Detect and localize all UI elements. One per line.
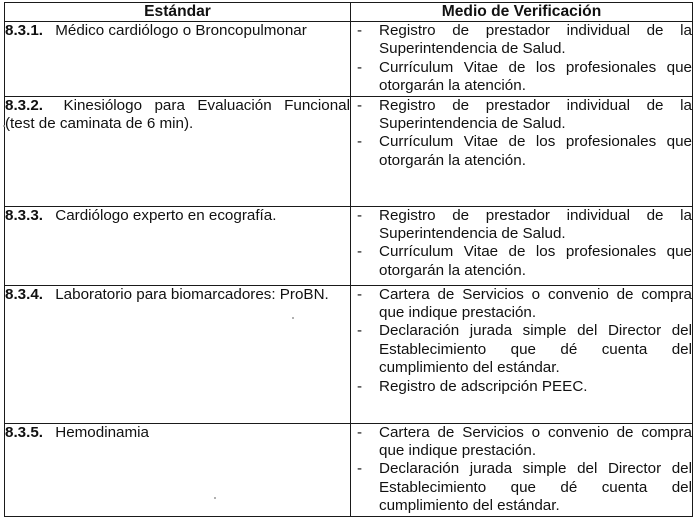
verification-cell [351,285,693,423]
list-item: - Currículum Vitae de los profesionales que otorgarán la atención. [357,243,692,279]
dash-bullet: - [357,423,363,441]
standard-cell [5,22,351,97]
standard-text: Laboratorio para biomarcadores: ProBN. [55,285,329,303]
list-item: - Registro de prestador individual de la Superintendencia de Salud. [357,22,692,58]
list-item: - Registro de prestador individual de la Superintendencia de Salud. [357,96,692,133]
dash-bullet: - [357,377,363,395]
dash-bullet: - [357,96,363,114]
scan-speck [292,317,294,319]
list-item: - Cartera de Servicios o convenio de compra que indique prestación. [357,285,692,322]
dash-bullet: - [357,206,363,224]
verification-list [351,424,692,516]
dash-bullet: - [357,460,363,478]
scan-speck [3,125,5,127]
dash-bullet: - [357,58,363,76]
dash-bullet: - [357,322,363,340]
list-item: - Cartera de Servicios o convenio de compra que indique prestación. [357,423,692,460]
standard-text: Hemodinamia [55,423,149,441]
standard-cell [5,285,351,423]
table-row [5,423,693,516]
verification-cell [351,206,693,285]
standard-text: Kinesiólogo para Evaluación Funcional (test de caminata de 6 min). [5,96,350,133]
verification-list [351,97,692,171]
header-row [5,3,693,22]
dash-bullet: - [357,133,363,151]
header-standard: Estándar [5,3,351,22]
verification-list [351,22,692,96]
verification-cell [351,423,693,516]
verification-cell [351,22,693,97]
standard-text: Médico cardiólogo o Broncopulmonar [55,22,307,39]
header-verification: Medio de Verificación [351,3,693,22]
standards-table [4,2,693,517]
standard-cell [5,206,351,285]
table-row [5,22,693,97]
standard-cell [5,96,351,206]
dash-bullet: - [357,285,363,303]
dash-bullet: - [357,243,363,261]
list-item: - Registro de prestador individual de la Superintendencia de Salud. [357,206,692,243]
standard-number: 8.3.4. [5,285,43,303]
standard-cell [5,423,351,516]
standard-number: 8.3.3. [5,206,43,224]
verification-list [351,286,692,396]
list-item: - Declaración jurada simple del Director del Establecimiento que dé cuenta del cumplimiento del estándar. [357,460,692,515]
list-item: - Currículum Vitae de los profesionales que otorgarán la atención. [357,133,692,169]
list-item: - Registro de adscripción PEEC. [357,377,588,395]
list-item: - Declaración jurada simple del Director del Establecimiento que dé cuenta del cumplimiento del estándar. [357,322,692,377]
verification-list [351,207,692,281]
table-row [5,206,693,285]
standard-number: 8.3.1. [5,22,43,39]
standard-text: Cardiólogo experto en ecografía. [55,206,277,224]
scan-speck [214,497,216,499]
standard-number: 8.3.5. [5,423,43,441]
verification-cell [351,96,693,206]
table-row [5,285,693,423]
list-item: - Currículum Vitae de los profesionales que otorgarán la atención. [357,58,692,95]
table-row [5,96,693,206]
dash-bullet: - [357,22,363,39]
standard-number: 8.3.2. [5,96,43,114]
